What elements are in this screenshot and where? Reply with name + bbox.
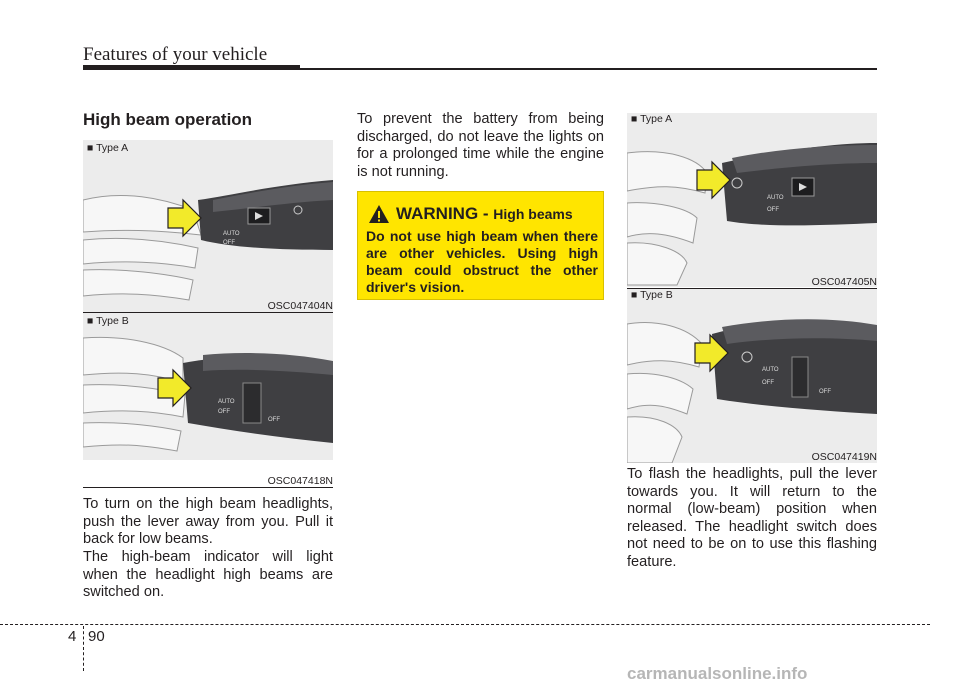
paragraph: To flash the headlights, pull the lever towards you. It will return to the normal (low-beam) position when released. The headlight switch does not need to be on to use this flashing feature. (627, 466, 877, 570)
figure-type-label: ■ Type B (87, 315, 129, 327)
hand-lever-illustration (83, 313, 333, 460)
lever-off-mark: OFF (762, 380, 774, 386)
lever-off-mark: OFF (767, 207, 779, 213)
header-title: Features of your vehicle (83, 44, 268, 65)
section-heading: High beam operation (83, 110, 253, 129)
paragraph: The high-beam indicator will light when the headlight high beams are switched on. (83, 549, 333, 600)
figure-divider (83, 487, 333, 488)
lever-off-mark: OFF (268, 417, 280, 423)
paragraph: To prevent the battery from being discharged, do not leave the lights on for a prolonged time while the engine is not running. (357, 111, 604, 180)
warning-text: Do not use high beam when there are other vehicles. Using high beam could obstruct the other driver's vision. (366, 228, 598, 295)
watermark: carmanualsonline.info (627, 664, 808, 683)
page-number: 90 (88, 628, 105, 645)
warning-title (396, 204, 573, 224)
lever-auto-mark: AUTO (218, 399, 235, 405)
lever-auto-mark: AUTO (223, 231, 240, 237)
figure-code: OSC047419N (811, 451, 877, 463)
figure-left-type-a (83, 140, 333, 312)
lever-off-mark: OFF (223, 240, 235, 246)
warning-title-sub: High beams (493, 206, 573, 222)
figure-right-type-b (627, 289, 877, 463)
header-rule-thick (83, 65, 300, 70)
footer-vertical-divider (83, 626, 84, 671)
warning-triangle-icon (368, 204, 390, 224)
figure-code: OSC047404N (267, 300, 333, 312)
figure-right-type-a (627, 113, 877, 287)
figure-type-label: ■ Type B (631, 289, 673, 301)
footer-divider (0, 624, 930, 625)
figure-code: OSC047405N (811, 276, 877, 288)
figure-type-label: ■ Type A (631, 113, 673, 125)
paragraph: To turn on the high beam headlights, push the lever away from you. Pull it back for low beams. (83, 496, 333, 547)
figure-left-type-b (83, 313, 333, 460)
figure-type-label: ■ Type A (87, 142, 129, 154)
header-rule-thin (300, 68, 877, 70)
warning-title-main: WARNING - (396, 204, 489, 223)
hand-lever-illustration (83, 140, 333, 312)
warning-box (357, 191, 604, 300)
page-chapter: 4 (68, 628, 77, 645)
lever-off-mark: OFF (218, 409, 230, 415)
lever-auto-mark: AUTO (767, 195, 784, 201)
lever-auto-mark: AUTO (762, 367, 779, 373)
hand-lever-illustration (627, 289, 877, 463)
lever-off-mark: OFF (819, 389, 831, 395)
figure-code: OSC047418N (267, 475, 333, 487)
hand-lever-illustration (627, 113, 877, 287)
